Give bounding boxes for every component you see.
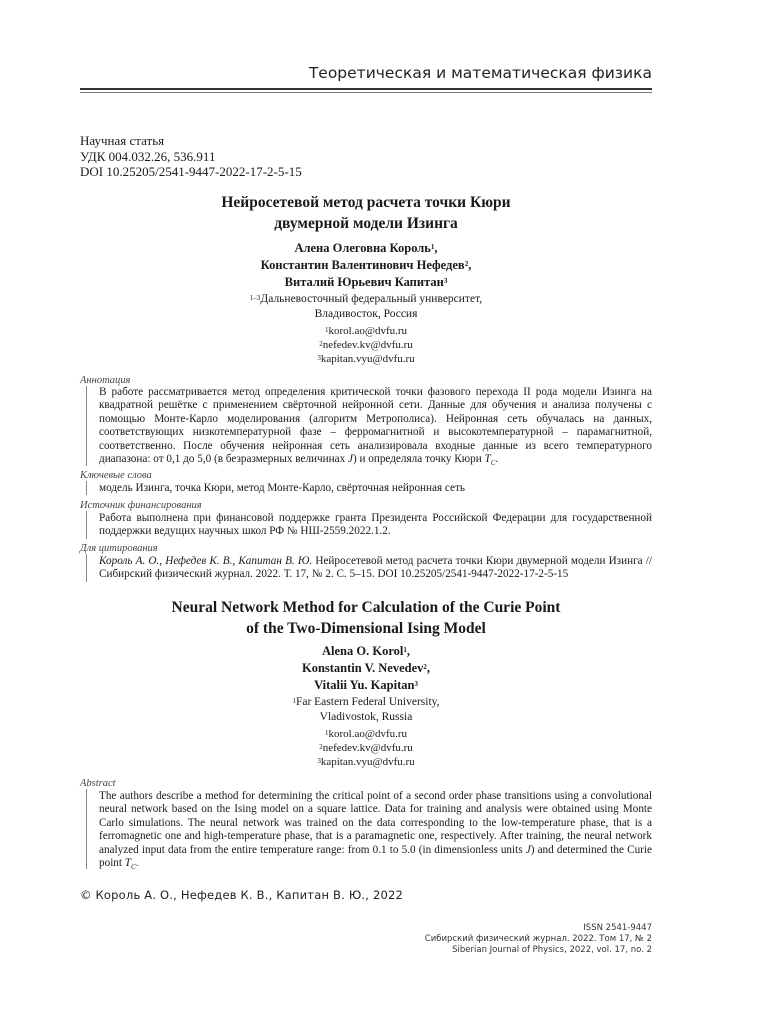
footer-issn: ISSN 2541-9447 [583, 923, 652, 933]
en-author-3 [80, 677, 652, 694]
ru-abstract-T-sub: C [490, 459, 496, 468]
ru-title-block [80, 193, 652, 234]
en-email-2-text: nefedev.kv@dvfu.ru [322, 742, 413, 754]
ru-keywords-body: модель Изинга, точка Кюри, метод Монте-Карло, свёрточная нейронная сеть [99, 482, 465, 494]
en-abstract-tail: ) and determined the Curie point [99, 843, 652, 870]
ru-email-3 [80, 352, 652, 366]
en-authors [80, 643, 652, 694]
ru-abstract-unit-J: J [347, 453, 353, 466]
en-author-2: Konstantin V. Nevedev$^2$, [301, 661, 431, 675]
ru-author-2: Константин Валентинович Нефедев$^2$, [260, 258, 472, 272]
ru-affil-text: Дальневосточный федеральный университет, [260, 293, 483, 305]
en-affil-line2: Vladivostok, Russia [319, 711, 413, 723]
en-title-line2: of the Two-Dimensional Ising Model [246, 619, 486, 637]
en-abstract-end: . [135, 857, 139, 870]
en-abstract-unit-J: J [525, 843, 531, 856]
ru-cite-bar [86, 554, 87, 582]
en-email-1-sup: 1 [324, 729, 329, 737]
ru-affil-sup: 1–3 [249, 294, 261, 302]
ru-email-1 [80, 324, 652, 338]
en-email-1 [80, 727, 652, 741]
en-title-line1: Neural Network Method for Calculation of the Curie Point [171, 599, 561, 616]
ru-author-3 [80, 274, 652, 291]
en-email-3 [80, 755, 652, 769]
ru-funding-body: Работа выполнена при финансовой поддержке гранта Президента Российской Федерации для государственной поддержки ведущих научных школ РФ № НШ-2559.2022.1.2. [99, 512, 652, 538]
ru-author-1: Алена Олеговна Король$^1$, [294, 241, 438, 255]
en-emails [80, 727, 652, 769]
ru-funding-label: Источник финансирования [80, 500, 202, 511]
ru-author-3-sup: 3 [443, 277, 448, 285]
en-affiliation [80, 695, 652, 725]
ru-cite-authors: Король А. О., Нефедев К. В., Капитан В. Ю. [99, 555, 313, 567]
en-author-1-sup: 1 [403, 646, 407, 654]
ru-affiliation [80, 292, 652, 322]
ru-title-line2: двумерной модели Изинга [274, 214, 458, 232]
ru-abstract-tail: ) и определяла точку Кюри [352, 453, 482, 466]
en-abstract-body [99, 790, 652, 875]
ru-abstract-text: В работе рассматривается метод определения критической точки фазового перехода II рода модели Изинга на квадратной решётке с применением свёрточной нейронной сети. Данные для обучения и анализа получены с помощью Монте-Карло моделирования (алгоритм Метрополиса). Нейронная сеть обучалась на данных, соответствующих низкотемпературной фазе – ферромагнитной и высокотемпературной – парамагнитной, соответственно. После обучения нейронная сеть анализировала входные данные из всего температурного диапазона: от 0,1 до 5,0 (в безразмерных величинах [99, 386, 652, 466]
ru-email-1-text: korol.ao@dvfu.ru [328, 325, 408, 337]
en-author-1: Alena O. Korol$^1$, [322, 644, 410, 658]
en-abstract-bar [86, 789, 87, 869]
header-rule [80, 88, 652, 90]
en-title-block [80, 598, 652, 639]
ru-keywords-bar [86, 481, 87, 495]
en-abstract-label: Abstract [80, 778, 116, 789]
en-email-1-text: korol.ao@dvfu.ru [328, 728, 408, 740]
en-affil-line1 [80, 695, 652, 710]
ru-email-3-sup: 3 [317, 354, 321, 362]
ru-email-3-text: kapitan.vyu@dvfu.ru [320, 353, 415, 365]
en-abstract-T-sub: C [131, 863, 136, 872]
ru-authors [80, 240, 652, 291]
copyright-notice: © Король А. О., Нефедев К. В., Капитан В. Ю., 2022 [80, 888, 404, 902]
ru-cite-label: Для цитирования [80, 543, 158, 554]
ru-emails [80, 324, 652, 366]
udc-code: УДК 004.032.26, 536.911 [80, 148, 216, 164]
journal-footer [425, 923, 652, 956]
ru-email-2-text: nefedev.kv@dvfu.ru [322, 339, 413, 351]
doi: DOI 10.25205/2541-9447-2022-17-2-5-15 [80, 164, 302, 179]
en-email-3-sup: 3 [317, 757, 321, 765]
en-email-2-sup: 2 [319, 743, 323, 751]
ru-cite-text: Нейросетевой метод расчета точки Кюри двумерной модели Изинга // Сибирский физический журнал. 2022. Т. 17, № 2. С. 5–15. DOI 10.25205/2541-9447-2022-17-2-5-15 [99, 555, 652, 581]
ru-author-2-sup: 2 [464, 260, 469, 268]
en-email-2 [80, 741, 652, 755]
ru-email-2 [80, 338, 652, 352]
footer-en-journal: Siberian Journal of Physics, 2022, vol. 17, no. 2 [452, 945, 652, 955]
en-email-3-text: kapitan.vyu@dvfu.ru [320, 756, 415, 768]
ru-title-line1: Нейросетевой метод расчета точки Кюри [221, 194, 511, 211]
ru-author-1-name: Алена Олеговна Король [294, 241, 431, 255]
en-author-2-sup: 2 [423, 663, 427, 671]
ru-abstract-bar [86, 386, 87, 466]
ru-affil-line2: Владивосток, Россия [314, 308, 418, 320]
ru-email-2-sup: 2 [319, 340, 323, 348]
ru-abstract-label: Аннотация [80, 375, 131, 386]
article-meta [80, 133, 302, 180]
header-rule-thin [80, 92, 652, 93]
ru-affil-line1 [80, 292, 652, 307]
en-abstract-T: T [124, 857, 132, 870]
en-author-3-name: Vitalii Yu. Kapitan [314, 678, 415, 692]
ru-funding-bar [86, 511, 87, 539]
ru-author-3-name: Виталий Юрьевич Капитан [284, 275, 444, 289]
footer-ru-journal: Сибирский физический журнал. 2022. Том 17, № 2 [424, 934, 652, 944]
journal-section-header: Теоретическая и математическая физика [308, 64, 652, 82]
en-author-1-name: Alena O. Korol [322, 644, 404, 658]
ru-author-1-sup: 1 [430, 243, 435, 251]
ru-abstract-end: . [495, 453, 499, 466]
ru-cite-body [99, 555, 652, 582]
ru-abstract-body [99, 386, 652, 471]
ru-abstract-T: T [484, 453, 491, 466]
ru-author-2-name: Константин Валентинович Нефедев [260, 258, 465, 272]
en-author-3-sup: 3 [414, 680, 418, 688]
en-affil-text: Far Eastern Federal University, [295, 696, 440, 708]
ru-keywords-label: Ключевые слова [80, 470, 152, 481]
en-abstract-text: The authors describe a method for determining the critical point of a second order phase transitions using a convolutional neural network based on the Ising model on a square lattice. Data for training and analysis were obtained using Monte Carlo simulations. The neural network was trained on the data corresponding to the low-temperature phase, that is a ferromagnetic one and high-temperature phase, that is a paramagnetic one, respectively. After training, the neural network analyzed input data from the entire temperature range: from 0.1 to 5.0 (in dimensionless units [99, 790, 652, 856]
en-author-2-name: Konstantin V. Nevedev [301, 661, 424, 675]
en-affil-sup: 1 [292, 697, 296, 705]
ru-email-1-sup: 1 [324, 326, 329, 334]
article-type: Научная статья [80, 133, 165, 148]
